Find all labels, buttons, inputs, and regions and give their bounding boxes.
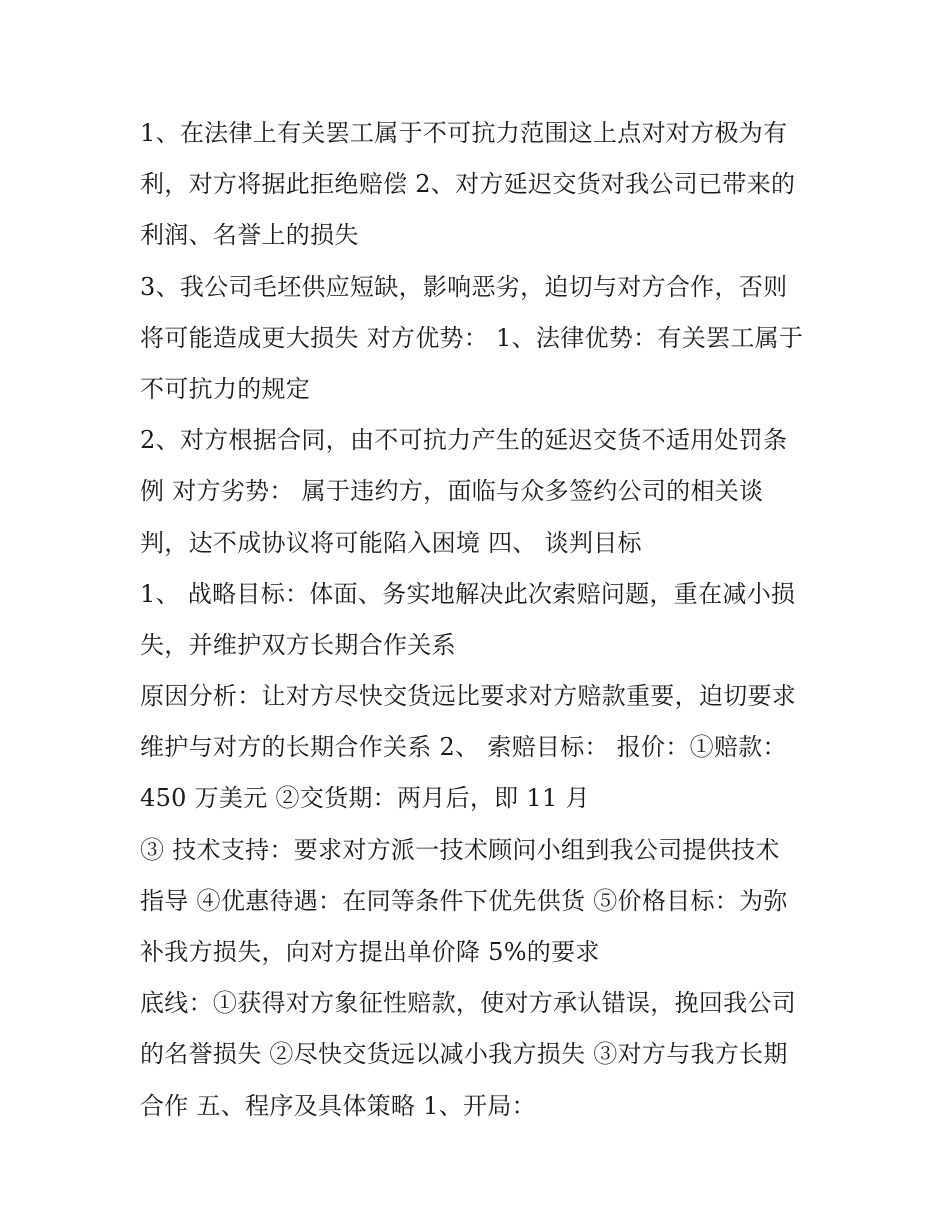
text-line: 利，对方将据此拒绝赔偿 2、对方延迟交货对我公司已带来的 [140,170,796,199]
text-line: 合作 五、程序及具体策略 1、开局： [140,1091,536,1120]
text-line: ③ 技术支持：要求对方派一技术顾问小组到我公司提供技术 [140,835,780,864]
text-line: 补我方损失，向对方提出单价降 5%的要求 [140,938,600,966]
text-line: 指导 ④优惠待遇：在同等条件下优先供货 ⑤价格目标：为弥 [140,886,788,915]
text-line: 2、对方根据合同，由不可抗力产生的延迟交货不适用处罚条 [140,426,788,455]
text-line: 将可能造成更大损失 对方优势： 1、法律优势：有关罢工属于 [140,323,804,352]
text-line: 利润、名誉上的损失 [140,221,359,250]
text-line: 1、在法律上有关罢工属于不可抗力范围这上点对对方极为有 [140,119,788,147]
text-line: 例 对方劣势： 属于违约方，面临与众多签约公司的相关谈 [140,477,764,506]
body-text [140,108,830,1132]
text-line: 底线：①获得对方象征性赔款，使对方承认错误，挽回我公司 [140,989,797,1018]
text-line: 原因分析：让对方尽快交货远比要求对方赔款重要，迫切要求 [140,682,797,711]
text-line: 失，并维护双方长期合作关系 [140,630,456,659]
text-line: 的名誉损失 ②尽快交货远以减小我方损失 ③对方与我方长期 [140,1040,788,1069]
text-line: 1、 战略目标：体面、务实地解决此次索赔问题，重在减小损 [140,579,796,608]
text-line: 维护与对方的长期合作关系 2、 索赔目标： 报价：①赔款： [140,733,787,762]
text-line: 3、我公司毛坯供应短缺，影响恶劣，迫切与对方合作，否则 [140,272,788,301]
text-line: 不可抗力的规定 [140,374,311,403]
text-line: 450 万美元 ②交货期：两月后，即 11 月 [140,784,590,813]
text-line: 判，达不成协议将可能陷入困境 四、 谈判目标 [140,528,642,557]
